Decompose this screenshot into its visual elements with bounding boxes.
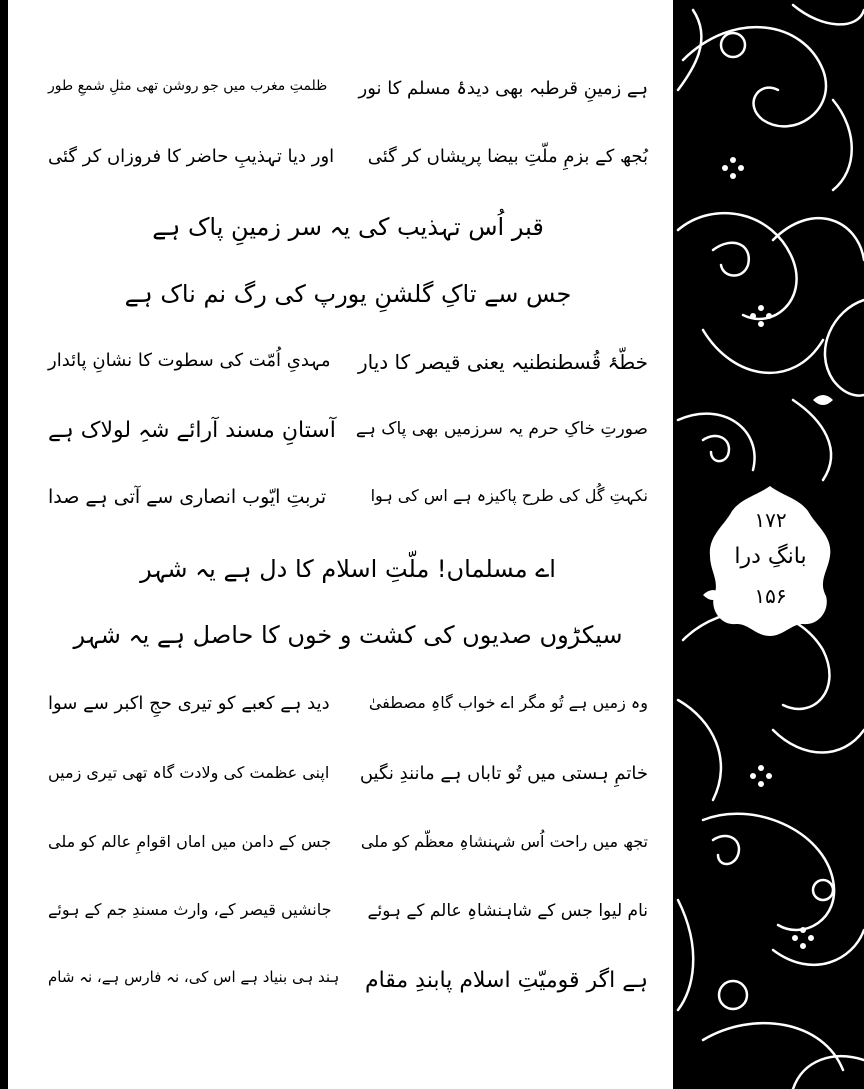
poem-text-panel (8, 0, 673, 1089)
couplet-6-first-hemistich: وہ زمیں ہے تُو مگر اے خواب گاہِ مصطفیٰ (368, 693, 648, 712)
couplet-9-first-hemistich: نام لیوا جس کے شاہنشاہِ عالم کے ہوئے (367, 901, 648, 921)
couplet-1-second-hemistich: ظلمتِ مغرب میں جو روشن تھی مثلِ شمعِ طور (48, 78, 328, 94)
couplet-7 (48, 763, 648, 803)
couplet-4-first-hemistich: صورتِ خاکِ حرم یہ سرزمیں بھی پاک ہے (355, 419, 648, 439)
couplet-10-first-hemistich: ہے اگر قومیّتِ اسلام پابندِ مقام (364, 968, 648, 993)
couplet-2-first-hemistich: بُجھ کے بزمِ ملّتِ بیضا پریشاں کر گئی (367, 146, 648, 167)
page-number-bottom: ۱۵۶ (754, 584, 787, 608)
couplet-6 (48, 693, 648, 733)
page-number-top: ۱۷۲ (754, 508, 787, 532)
couplet-1 (48, 78, 648, 118)
refrain-2-line-1: اے مسلماں! ملّتِ اسلام کا دل ہے یہ شہر (140, 555, 556, 583)
couplet-2-second-hemistich: اور دیا تہذیبِ حاضر کا فروزاں کر گئی (48, 146, 335, 167)
couplet-10-second-hemistich: ہند ہی بنیاد ہے اس کی، نہ فارس ہے، نہ شام (48, 968, 340, 986)
couplet-5-second-hemistich: تربتِ ایّوب انصاری سے آتی ہے صدا (48, 486, 327, 508)
refrain-1-line-2: جس سے تاکِ گلشنِ یورپ کی رگ نم ناک ہے (124, 280, 572, 308)
left-margin-strip (0, 0, 8, 1089)
couplet-3 (48, 350, 648, 390)
couplet-8-first-hemistich: تجھ میں راحت اُس شہنشاہِ معظّم کو ملی (360, 832, 648, 851)
book-title: بانگِ درا (734, 544, 807, 569)
couplet-9 (48, 900, 648, 940)
couplet-8-second-hemistich: جس کے دامن میں اماں اقوامِ عالم کو ملی (48, 832, 332, 851)
couplet-4 (48, 418, 648, 458)
couplet-5 (48, 486, 648, 526)
couplet-7-first-hemistich: خاتمِ ہستی میں تُو تاباں ہے مانندِ نگیں (359, 763, 648, 784)
couplet-3-first-hemistich: خطّۂ قُسطنطنیہ یعنی قیصر کا دیار (357, 350, 648, 374)
page-number-badge (708, 486, 833, 636)
couplet-6-second-hemistich: دید ہے کعبے کو تیری حجِ اکبر سے سوا (48, 693, 330, 714)
couplet-2 (48, 146, 648, 186)
refrain-2-line-2: سیکڑوں صدیوں کی کشت و خوں کا حاصل ہے یہ شہر (73, 621, 623, 649)
couplet-10 (48, 968, 648, 1008)
couplet-9-second-hemistich: جانشیں قیصر کے، وارث مسندِ جم کے ہوئے (48, 900, 332, 919)
couplet-5-first-hemistich: نکہتِ گُل کی طرح پاکیزہ ہے اس کی ہوا (370, 486, 648, 505)
couplet-3-second-hemistich: مہدیِ اُمّت کی سطوت کا نشانِ پائدار (48, 350, 331, 371)
couplet-1-first-hemistich: ہے زمینِ قرطبہ بھی دیدۂ مسلم کا نور (358, 78, 648, 99)
couplet-7-second-hemistich: اپنی عظمت کی ولادت گاہ تھی تیری زمیں (48, 763, 330, 782)
refrain-1-line-1: قبر اُس تہذیب کی یہ سر زمینِ پاک ہے (152, 213, 544, 241)
couplet-4-second-hemistich: آستانِ مسند آرائے شہِ لولاک ہے (48, 418, 336, 443)
couplet-8 (48, 832, 648, 872)
